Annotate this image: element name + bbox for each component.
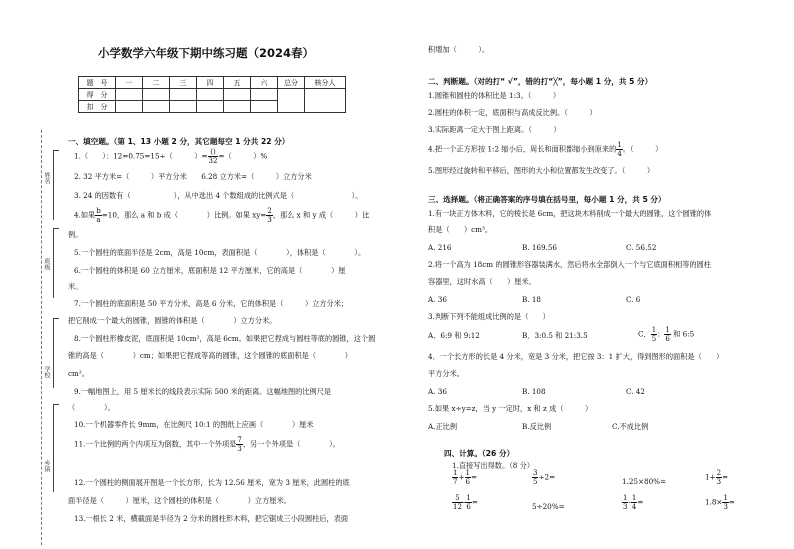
score-header-cell: 二 <box>143 77 170 89</box>
binding-label-name: 姓名 <box>43 172 50 184</box>
score-header-cell: 题 号 <box>79 77 116 89</box>
score-header-cell: 核分人 <box>305 77 346 89</box>
fraction: $\frac{2}{3}$ <box>267 207 272 224</box>
score-header-cell: 四 <box>197 77 224 89</box>
section-4-heading: 四、计算。（26 分） <box>444 449 515 458</box>
calc-item: $\frac{3}{5}$ ÷2= <box>533 469 556 486</box>
score-row-label: 扣 分 <box>79 101 116 113</box>
section-1-heading: 一、填空题。（第 1、13 小题 2 分，其它题每空 1 分共 22 分） <box>68 137 290 146</box>
fraction: $\frac{b}{a}$ <box>96 207 101 224</box>
choice-4-option-c[interactable]: C. 42 <box>626 387 645 396</box>
question-8-cont2: cm²。 <box>68 369 89 378</box>
choice-3-option-a[interactable]: A．6:9 和 9:12 <box>428 331 480 340</box>
judge-2: 2.圆柱的体积一定，底面积与高成反比例。（ ） <box>428 108 597 117</box>
binding-line-1 <box>53 150 54 220</box>
score-table-row <box>79 89 346 101</box>
score-cell[interactable] <box>116 89 143 101</box>
choice-3-option-c[interactable]: C． $\frac{1}{5}$ ： $\frac{1}{6}$ 和 6:5 <box>638 326 695 343</box>
page-title: 小学数学六年级下期中练习题（2024春） <box>98 46 315 60</box>
choice-4: 4．一个长方形的长是 4 分米，宽是 3 分米，把它按 3：1 扩大，得到图形的面积是（ ） <box>428 352 724 361</box>
question-7-cont: 把它削成一个最大的圆锥，圆锥的体积是（ ）立方分米。 <box>68 316 277 325</box>
choice-1-option-a[interactable]: A. 216 <box>428 243 452 252</box>
fraction: $\frac{1}{7}$ <box>453 469 458 486</box>
fraction: $\frac{1}{3}$ <box>623 494 628 511</box>
question-5: 5.一个圆柱的底面半径是 2cm，高是 10cm，表面积是（ ），体积是（ ）。 <box>74 248 366 257</box>
binding-label-town: 乡镇 <box>43 460 50 472</box>
score-cell[interactable] <box>197 101 224 113</box>
score-row-label: 得 分 <box>79 89 116 101</box>
calc-item: 1+ $\frac{2}{3}$ = <box>705 469 729 486</box>
choice-1-cont: 积是（ ）cm³。 <box>428 225 493 234</box>
choice-5-option-c[interactable]: C.不成比例 <box>612 422 649 431</box>
fraction: $\frac{()}{32}$ <box>208 148 218 165</box>
score-header-cell: 五 <box>224 77 251 89</box>
binding-line-2 <box>53 228 54 298</box>
question-10: 10.一个机器零件长 9mm，在比例尺 10:1 的图纸上应画（ ）厘米 <box>74 420 314 429</box>
choice-5-option-b[interactable]: B.反比例 <box>522 422 552 431</box>
judge-1: 1.圆锥和圆柱的体积比是 1:3。（ ） <box>428 91 561 100</box>
section-2-heading: 二、判断题。（对的打“ √”，错的打“╳”，每小题 1 分，共 5 分） <box>428 77 653 86</box>
choice-4-option-a[interactable]: A. 36 <box>428 387 447 396</box>
judge-3: 3.实际距离一定大于图上距离。（ ） <box>428 125 561 134</box>
score-cell[interactable] <box>197 89 224 101</box>
score-header-cell: 三 <box>170 77 197 89</box>
calc-item: 1.25×80%= <box>622 477 667 486</box>
choice-3-option-b[interactable]: B．3:0.5 和 21:3.5 <box>522 331 588 340</box>
binding-tick-3 <box>53 318 59 319</box>
section-3-heading: 三、选择题。（将正确答案的序号填在括号里，每小题 1 分，共 5 分） <box>428 195 666 204</box>
choice-4-cont: 平方分米。 <box>428 369 464 378</box>
calc-item: $\frac{5}{12}$ - $\frac{1}{6}$ = <box>453 494 478 511</box>
question-11: 11.一个比例的两个内项互为倒数，其中一个外项是 $\frac{7}{3}$ ，另一个外项是（ ）。 <box>74 436 340 453</box>
question-6-cont: 米。 <box>68 282 83 291</box>
score-cell[interactable] <box>116 101 143 113</box>
choice-2-cont: 容器里，这时水高（ ）厘米。 <box>428 277 536 286</box>
question-12: 12.一个圆柱的侧面展开图是一个长方形，长为 12.56 厘米，宽为 3 厘米，此圆柱的底 <box>74 478 350 487</box>
fraction: $\frac{1}{5}$ <box>651 326 657 343</box>
score-header-cell: 总分 <box>278 77 305 89</box>
fraction: $\frac{1}{6}$ <box>465 469 470 486</box>
binding-tick-1 <box>53 150 59 151</box>
question-4: 4.如果 $\frac{b}{a}$ =10，那么 a 和 b 成（ ）比例。如果 xy= $\frac{2}{3}$ ，那么 x 和 y 成（ ）比 <box>74 207 370 224</box>
binding-tick-2 <box>53 228 59 229</box>
question-1: 1.（ ）：12=0.75=15÷（ ）= $\frac{()}{32}$ =（ ）% <box>74 148 268 165</box>
binding-label-school: 学校 <box>43 366 50 378</box>
score-header-cell: 一 <box>116 77 143 89</box>
question-9: 9.一幅地图上，用 5 厘米长的线段表示实际 500 米的距离。这幅地图的比例尺是 <box>74 387 332 396</box>
judge-5: 5.图形经过旋转和平移后，图形的大小和位置都发生改变了。（ ） <box>428 166 655 175</box>
fraction: $\frac{1}{3}$ <box>723 494 728 511</box>
score-header-cell: 六 <box>251 77 278 89</box>
choice-4-option-b[interactable]: B. 108 <box>522 387 546 396</box>
question-2: 2. 32 平方米=（ ）平方分米 6.28 立方米=（ ）立方分米 <box>74 172 312 181</box>
choice-1: 1.有一块正方体木料，它的棱长是 6cm，把这块木料削成一个最大的圆锥，这个圆锥的体 <box>428 209 712 218</box>
score-cell[interactable] <box>170 89 197 101</box>
score-table <box>78 76 346 113</box>
choice-5-option-a[interactable]: A.正比例 <box>428 422 458 431</box>
question-13-cont: 积增加（ ）。 <box>428 45 490 54</box>
choice-2-option-a[interactable]: A. 36 <box>428 295 447 304</box>
score-cell[interactable] <box>251 101 278 113</box>
score-cell[interactable] <box>143 101 170 113</box>
choice-1-option-b[interactable]: B. 169.56 <box>522 243 558 252</box>
score-cell[interactable] <box>224 101 251 113</box>
question-7: 7.一个圆柱的底面积是 50 平方分米，高是 6 分米，它的体积是（ ）立方分米； <box>74 299 349 308</box>
checker-cell[interactable] <box>305 89 346 113</box>
choice-2-option-c[interactable]: C. 6 <box>626 295 641 304</box>
binding-line-3 <box>53 318 54 388</box>
fraction: $\frac{7}{3}$ <box>237 436 242 453</box>
fraction: $\frac{1}{6}$ <box>466 494 471 511</box>
fraction: $\frac{1}{6}$ <box>665 326 670 343</box>
fraction: $\frac{5}{12}$ <box>453 494 462 511</box>
binding-label-class: 班级 <box>43 258 50 270</box>
question-13: 13.一根长 2 米，横截面是半径为 2 分米的圆柱形木料，把它锯成三小段圆柱后，表面 <box>74 514 349 523</box>
question-3: 3. 24 的因数有（ ），从中选出 4 个数组成的比例式是（ ）。 <box>74 191 363 200</box>
question-6: 6.一个圆柱的体积是 60 立方厘米，底面积是 12 平方厘米，它的高是（ ）厘 <box>74 266 346 275</box>
fraction: $\frac{1}{4}$ <box>617 141 622 158</box>
calc-item: $\frac{1}{7}$ + $\frac{1}{6}$ = <box>453 469 477 486</box>
binding-dashed-line <box>41 130 42 545</box>
fraction: $\frac{2}{3}$ <box>716 469 722 486</box>
score-cell[interactable] <box>170 101 197 113</box>
question-12-cont: 面半径是（ ）厘米，这个圆柱的体积是（ ）立方厘米。 <box>68 496 291 505</box>
choice-5: 5.如果 x÷y=z，当 y 一定时，x 和 z 成（ ） <box>428 404 593 413</box>
binding-tick-4 <box>53 404 59 405</box>
score-cell[interactable] <box>251 89 278 101</box>
fraction: $\frac{1}{4}$ <box>631 494 637 511</box>
question-9-cont: （ ）。 <box>68 403 115 412</box>
total-score-cell[interactable] <box>278 89 305 113</box>
choice-3: 3.判断下列不能组成比例的是（ ） <box>428 312 550 321</box>
binding-line-4 <box>53 404 54 492</box>
calc-item: 1.8× $\frac{1}{3}$ = <box>705 494 735 511</box>
calc-item: 5÷20%= <box>532 502 565 511</box>
choice-1-option-c[interactable]: C. 56.52 <box>626 243 657 252</box>
choice-2-option-b[interactable]: B. 18 <box>522 295 541 304</box>
fraction: $\frac{3}{5}$ <box>533 469 538 486</box>
score-cell[interactable] <box>224 89 251 101</box>
question-4-cont: 例。 <box>68 230 83 239</box>
question-8-cont: 锥的高是（ ）cm；如果把它捏成等高的圆锥，这个圆锥的底面积是（ ） <box>68 351 352 360</box>
score-cell[interactable] <box>143 89 170 101</box>
choice-2: 2.将一个高为 18cm 的圆锥形容器装满水，然后将水全部倒入一个与它底面积相等的圆柱 <box>428 260 711 269</box>
judge-4: 4.把一个正方形按 1:2 缩小后，周长和面积都缩小到原来的 $\frac{1}{4}$ 。（ ） <box>428 141 663 158</box>
question-8: 8.一个圆柱形橡皮泥，底面积是 10cm²，高是 6cm。如果把它捏成与圆柱等底的圆锥，这个圆 <box>74 334 376 343</box>
calc-subheading: 1.直接写出得数。（8 分） <box>452 461 534 470</box>
calc-item: $\frac{1}{3}$ - $\frac{1}{4}$ = <box>623 494 644 511</box>
score-table-header-row <box>79 77 346 89</box>
